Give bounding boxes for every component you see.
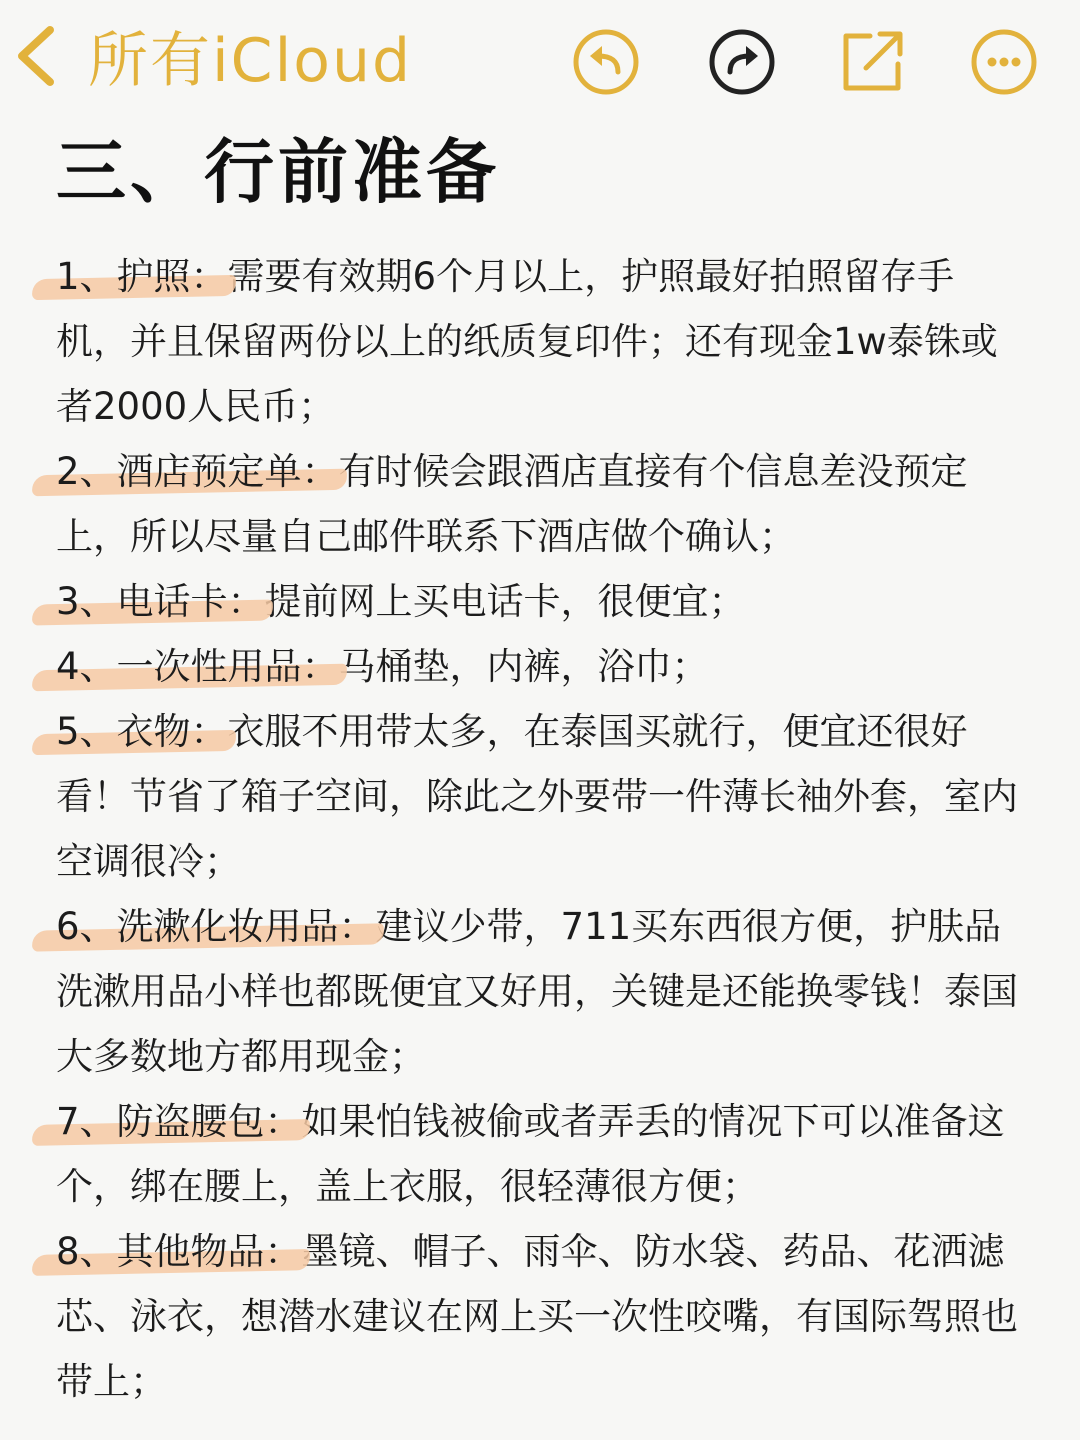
list-item — [56, 1219, 1026, 1414]
back-button[interactable] — [14, 16, 412, 96]
item-text: 建议少带，711买东西很方便，护肤品洗漱用品小样也都既便宜又好用，关键是还能换零钱！泰国大多数地方都用现金； — [56, 905, 1018, 1078]
list-item — [56, 699, 1026, 894]
list-item — [56, 1089, 1026, 1219]
item-label: 1、护照： — [56, 255, 228, 298]
item-text: 衣服不用带太多，在泰国买就行，便宜还很好看！节省了箱子空间，除此之外要带一件薄长袖外套，室内空调很冷； — [56, 710, 1018, 883]
item-text: 马桶垫，内裤，浴巾； — [338, 645, 709, 688]
list-item — [56, 634, 1026, 699]
top-navigation-bar — [0, 0, 1080, 110]
item-text: 提前网上买电话卡，很便宜； — [264, 580, 746, 623]
share-button[interactable] — [836, 26, 908, 98]
undo-icon — [570, 26, 642, 98]
more-icon — [968, 26, 1040, 98]
note-body[interactable] — [56, 244, 1026, 1414]
list-item — [56, 894, 1026, 1089]
chevron-left-icon — [14, 24, 58, 88]
redo-icon — [706, 26, 778, 98]
item-text: 墨镜、帽子、雨伞、防水袋、药品、花洒滤芯、泳衣，想潜水建议在网上买一次性咬嘴，有国际驾照也带上； — [56, 1230, 1018, 1403]
more-button[interactable] — [968, 26, 1040, 98]
item-label: 7、防盗腰包： — [56, 1100, 302, 1143]
list-item — [56, 439, 1026, 569]
list-item — [56, 244, 1026, 439]
list-item — [56, 569, 1026, 634]
item-label: 4、一次性用品： — [56, 645, 339, 688]
item-label: 2、酒店预定单： — [56, 450, 339, 493]
share-icon — [836, 26, 908, 98]
back-label: 所有iCloud — [88, 26, 413, 96]
item-label: 6、洗漱化妆用品： — [56, 905, 376, 948]
item-label: 8、其他物品： — [56, 1230, 302, 1273]
redo-button[interactable] — [706, 26, 778, 98]
item-text: 如果怕钱被偷或者弄丢的情况下可以准备这个，绑在腰上，盖上衣服，很轻薄很方便； — [56, 1100, 1005, 1208]
item-text: 需要有效期6个月以上，护照最好拍照留存手机，并且保留两份以上的纸质复印件；还有现金1w泰铢或者2000人民币； — [56, 255, 998, 428]
note-title: 三、行前准备 — [56, 131, 500, 213]
item-label: 5、衣物： — [56, 710, 228, 753]
undo-button[interactable] — [570, 26, 642, 98]
item-label: 3、电话卡： — [56, 580, 265, 623]
item-text: 有时候会跟酒店直接有个信息差没预定上，所以尽量自己邮件联系下酒店做个确认； — [56, 450, 968, 558]
